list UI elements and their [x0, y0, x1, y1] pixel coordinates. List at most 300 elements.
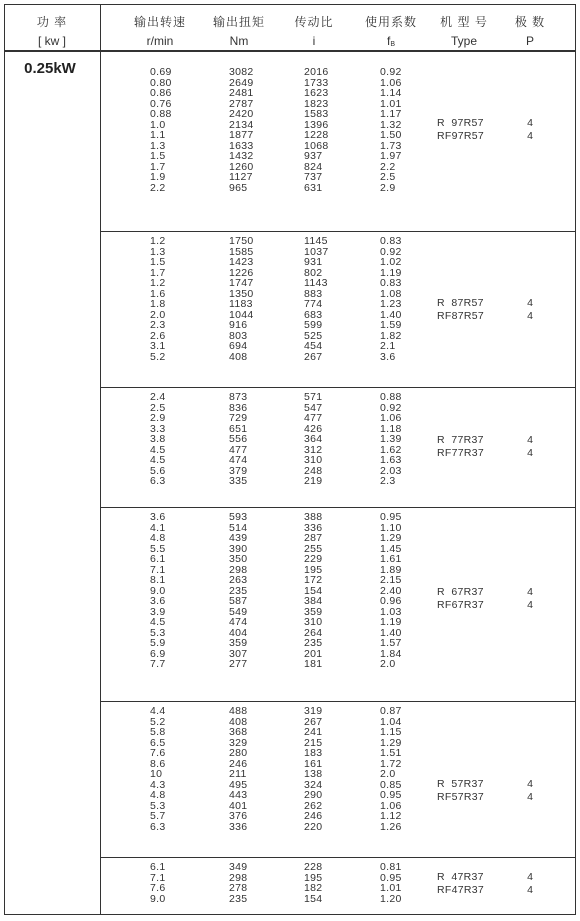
cell-ratio: 154 [304, 584, 323, 597]
header-speed-unit: r/min [146, 34, 174, 48]
header-ratio-unit: i [312, 34, 316, 48]
cell-torque: 211 [229, 768, 247, 780]
cell-speed: 1.3 [150, 245, 166, 258]
cell-factor: 0.83 [380, 235, 402, 247]
model-r: R 47R37 [437, 871, 484, 883]
header-poles-label: 极 数 [514, 15, 546, 29]
cell-factor: 1.50 [380, 129, 402, 141]
cell-factor: 1.19 [380, 266, 402, 279]
cell-torque: 408 [229, 350, 248, 363]
cell-torque: 488 [229, 705, 248, 717]
cell-speed: 2.2 [150, 181, 166, 194]
cell-ratio: 310 [304, 454, 323, 466]
pole-count: 4 [527, 130, 533, 142]
cell-factor: 0.87 [380, 705, 402, 717]
cell-torque: 235 [229, 584, 248, 597]
cell-factor: 1.51 [380, 747, 402, 759]
cell-speed: 9.0 [150, 584, 166, 597]
cell-ratio: 454 [304, 340, 323, 352]
cell-speed: 8.6 [150, 757, 166, 770]
cell-speed: 3.8 [150, 433, 166, 445]
cell-ratio: 937 [304, 150, 323, 162]
header-power-label: 功 率 [36, 15, 68, 29]
cell-factor: 1.45 [380, 542, 402, 555]
cell-ratio: 883 [304, 287, 323, 300]
cell-torque: 390 [229, 542, 248, 555]
cell-torque: 246 [229, 757, 248, 770]
header-power [4, 13, 100, 47]
cell-speed: 0.80 [150, 76, 172, 89]
cell-factor: 1.61 [380, 553, 402, 565]
cell-ratio: 1733 [304, 76, 329, 89]
cell-factor: 1.14 [380, 87, 402, 99]
cell-speed: 7.6 [150, 747, 166, 759]
cell-factor: 0.92 [380, 401, 402, 414]
cell-torque: 277 [229, 658, 248, 670]
cell-speed: 5.6 [150, 464, 166, 477]
cell-torque: 278 [229, 882, 248, 894]
cell-ratio: 1396 [304, 118, 329, 131]
cell-factor: 0.95 [380, 871, 402, 884]
cell-ratio: 1823 [304, 97, 329, 110]
cell-torque: 1226 [229, 266, 254, 279]
cell-ratio: 181 [304, 658, 323, 670]
cell-ratio: 219 [304, 475, 323, 487]
cell-torque: 2481 [229, 87, 254, 99]
cell-speed: 2.3 [150, 319, 166, 331]
cell-factor: 1.84 [380, 647, 402, 660]
cell-ratio: 324 [304, 778, 323, 791]
cell-speed: 1.7 [150, 266, 166, 279]
cell-torque: 329 [229, 736, 248, 749]
cell-speed: 10 [150, 768, 163, 780]
cell-ratio: 228 [304, 861, 323, 873]
cell-speed: 2.6 [150, 329, 166, 342]
cell-torque: 298 [229, 563, 248, 576]
table-left-border [4, 4, 5, 915]
cell-factor: 1.73 [380, 139, 402, 152]
cell-torque: 280 [229, 747, 248, 759]
header-power-unit: [ kw ] [37, 34, 66, 48]
cell-torque: 694 [229, 340, 248, 352]
cell-ratio: 154 [304, 892, 323, 905]
cell-speed: 2.4 [150, 391, 166, 403]
cell-torque: 368 [229, 726, 248, 738]
group-divider [100, 701, 576, 702]
cell-ratio: 220 [304, 820, 323, 833]
cell-torque: 549 [229, 605, 248, 618]
cell-torque: 651 [229, 422, 248, 435]
cell-torque: 474 [229, 454, 248, 466]
cell-speed: 1.5 [150, 150, 166, 162]
cell-torque: 587 [229, 595, 248, 607]
cell-ratio: 774 [304, 298, 323, 310]
cell-ratio: 287 [304, 532, 323, 544]
cell-speed: 2.0 [150, 308, 166, 321]
cell-torque: 263 [229, 574, 248, 586]
cell-factor: 2.0 [380, 768, 396, 780]
header-torque-label: 输出扭矩 [212, 15, 265, 29]
cell-torque: 1432 [229, 150, 254, 162]
model-rf: RF97R57 [437, 130, 485, 142]
cell-speed: 5.9 [150, 637, 166, 649]
cell-speed: 0.86 [150, 87, 172, 99]
cell-ratio: 2016 [304, 66, 329, 78]
cell-speed: 7.1 [150, 563, 166, 576]
cell-factor: 1.62 [380, 443, 402, 456]
cell-torque: 2787 [229, 97, 254, 110]
cell-factor: 0.85 [380, 778, 402, 791]
cell-ratio: 161 [304, 757, 323, 770]
cell-torque: 1750 [229, 235, 254, 247]
cell-torque: 916 [229, 319, 248, 331]
pole-count: 4 [527, 310, 533, 322]
cell-factor: 2.03 [380, 464, 402, 477]
cell-ratio: 1228 [304, 129, 329, 141]
table-top-border [4, 4, 576, 5]
cell-torque: 1044 [229, 308, 254, 321]
cell-factor: 3.6 [380, 350, 396, 363]
cell-speed: 5.8 [150, 726, 166, 738]
cell-torque: 873 [229, 391, 248, 403]
cell-torque: 474 [229, 616, 248, 628]
cell-speed: 8.1 [150, 574, 166, 586]
cell-torque: 1585 [229, 245, 254, 258]
cell-factor: 0.92 [380, 245, 402, 258]
cell-factor: 1.19 [380, 616, 402, 628]
header-type-unit: Type [450, 34, 477, 48]
cell-factor: 0.83 [380, 277, 402, 289]
cell-factor: 1.89 [380, 563, 402, 576]
cell-factor: 1.32 [380, 118, 402, 131]
cell-ratio: 241 [304, 726, 323, 738]
cell-speed: 5.3 [150, 799, 166, 812]
cell-factor: 1.08 [380, 287, 402, 300]
cell-factor: 1.01 [380, 882, 402, 894]
cell-torque: 359 [229, 637, 248, 649]
header-ratio-label: 传动比 [294, 15, 334, 29]
cell-torque: 1747 [229, 277, 254, 289]
cell-factor: 1.40 [380, 626, 402, 639]
cell-factor: 0.95 [380, 511, 402, 523]
cell-torque: 307 [229, 647, 248, 660]
cell-speed: 1.9 [150, 171, 166, 183]
header-bottom-border [4, 50, 576, 52]
group-divider [100, 387, 576, 388]
cell-torque: 803 [229, 329, 248, 342]
cell-speed: 9.0 [150, 892, 166, 905]
cell-torque: 556 [229, 433, 248, 445]
cell-ratio: 229 [304, 553, 323, 565]
cell-speed: 3.3 [150, 422, 166, 435]
cell-torque: 439 [229, 532, 248, 544]
cell-speed: 5.5 [150, 542, 166, 555]
power-value: 0.25kW [24, 60, 76, 77]
cell-torque: 335 [229, 475, 248, 487]
cell-ratio: 384 [304, 595, 323, 607]
cell-factor: 2.5 [380, 171, 396, 183]
cell-ratio: 824 [304, 160, 323, 173]
header-torque-unit: Nm [229, 34, 249, 48]
cell-torque: 965 [229, 181, 248, 194]
cell-speed: 2.9 [150, 412, 166, 424]
cell-speed: 0.76 [150, 97, 172, 110]
cell-torque: 729 [229, 412, 248, 424]
cell-factor: 1.06 [380, 76, 402, 89]
header-type-label: 机 型 号 [440, 15, 488, 29]
power-column-divider [100, 4, 101, 915]
cell-ratio: 262 [304, 799, 323, 812]
model-r: R 77R37 [437, 434, 484, 446]
cell-speed: 5.7 [150, 810, 166, 822]
cell-speed: 4.8 [150, 789, 166, 801]
cell-torque: 2420 [229, 108, 254, 120]
cell-factor: 1.12 [380, 810, 402, 822]
cell-torque: 401 [229, 799, 248, 812]
group-divider [100, 857, 576, 858]
cell-factor: 1.40 [380, 308, 402, 321]
cell-ratio: 290 [304, 789, 323, 801]
cell-speed: 1.3 [150, 139, 166, 152]
cell-ratio: 599 [304, 319, 323, 331]
cell-ratio: 183 [304, 747, 323, 759]
cell-ratio: 683 [304, 308, 323, 321]
model-r: R 87R57 [437, 297, 484, 309]
cell-ratio: 631 [304, 181, 323, 194]
cell-ratio: 235 [304, 637, 323, 649]
cell-torque: 836 [229, 401, 248, 414]
cell-factor: 1.23 [380, 298, 402, 310]
cell-factor: 1.63 [380, 454, 402, 466]
cell-factor: 1.06 [380, 799, 402, 812]
cell-torque: 1260 [229, 160, 254, 173]
cell-factor: 2.0 [380, 658, 396, 670]
cell-ratio: 737 [304, 171, 323, 183]
cell-factor: 1.29 [380, 532, 402, 544]
cell-speed: 1.5 [150, 256, 166, 268]
pole-count: 4 [527, 778, 533, 790]
cell-torque: 235 [229, 892, 248, 905]
header-torque [203, 13, 275, 47]
model-rf: RF67R37 [437, 599, 485, 611]
cell-ratio: 267 [304, 350, 323, 363]
cell-ratio: 172 [304, 574, 323, 586]
cell-factor: 1.26 [380, 820, 402, 833]
cell-ratio: 1037 [304, 245, 329, 258]
cell-speed: 0.88 [150, 108, 172, 120]
pole-count: 4 [527, 117, 533, 129]
cell-factor: 2.3 [380, 475, 396, 487]
header-ratio [283, 13, 345, 47]
cell-ratio: 246 [304, 810, 323, 822]
cell-ratio: 248 [304, 464, 323, 477]
cell-speed: 6.3 [150, 820, 166, 833]
cell-factor: 1.01 [380, 97, 402, 110]
cell-speed: 1.2 [150, 235, 166, 247]
cell-speed: 7.6 [150, 882, 166, 894]
table-right-border [575, 4, 576, 915]
cell-speed: 6.9 [150, 647, 166, 660]
cell-factor: 0.88 [380, 391, 402, 403]
cell-factor: 0.96 [380, 595, 402, 607]
cell-speed: 7.1 [150, 871, 166, 884]
cell-speed: 4.4 [150, 705, 166, 717]
cell-torque: 1127 [229, 171, 253, 183]
cell-torque: 2649 [229, 76, 254, 89]
pole-count: 4 [527, 599, 533, 611]
cell-torque: 350 [229, 553, 248, 565]
cell-speed: 6.3 [150, 475, 166, 487]
cell-torque: 2134 [229, 118, 254, 131]
cell-ratio: 195 [304, 871, 323, 884]
cell-speed: 6.5 [150, 736, 166, 749]
cell-ratio: 267 [304, 715, 323, 728]
cell-speed: 1.7 [150, 160, 166, 173]
header-poles-unit: P [525, 34, 534, 48]
cell-speed: 7.7 [150, 658, 166, 670]
cell-factor: 1.20 [380, 892, 402, 905]
cell-speed: 0.69 [150, 66, 172, 78]
cell-torque: 379 [229, 464, 248, 477]
cell-ratio: 1145 [304, 235, 328, 247]
cell-speed: 1.8 [150, 298, 166, 310]
cell-ratio: 138 [304, 768, 323, 780]
cell-factor: 1.72 [380, 757, 402, 770]
cell-factor: 1.15 [380, 726, 402, 738]
cell-ratio: 388 [304, 511, 323, 523]
cell-speed: 6.1 [150, 553, 166, 565]
cell-torque: 404 [229, 626, 248, 639]
cell-factor: 1.03 [380, 605, 402, 618]
cell-speed: 4.5 [150, 443, 166, 456]
cell-ratio: 215 [304, 736, 323, 749]
pole-count: 4 [527, 586, 533, 598]
cell-speed: 4.8 [150, 532, 166, 544]
cell-factor: 2.1 [380, 340, 396, 352]
pole-count: 4 [527, 447, 533, 459]
cell-speed: 5.2 [150, 350, 166, 363]
cell-ratio: 1623 [304, 87, 329, 99]
cell-factor: 1.59 [380, 319, 402, 331]
header-type [428, 13, 500, 47]
header-factor-label: 使用系数 [364, 15, 417, 29]
cell-torque: 1350 [229, 287, 254, 300]
cell-torque: 336 [229, 820, 248, 833]
cell-speed: 6.1 [150, 861, 166, 873]
cell-ratio: 547 [304, 401, 323, 414]
cell-speed: 4.5 [150, 454, 166, 466]
cell-ratio: 802 [304, 266, 323, 279]
cell-factor: 1.18 [380, 422, 402, 435]
cell-ratio: 571 [304, 391, 323, 403]
model-r: R 97R57 [437, 117, 484, 129]
cell-ratio: 931 [304, 256, 323, 268]
cell-ratio: 525 [304, 329, 323, 342]
cell-factor: 1.29 [380, 736, 402, 749]
cell-speed: 3.9 [150, 605, 166, 618]
cell-torque: 349 [229, 861, 248, 873]
header-speed-label: 输出转速 [133, 15, 186, 29]
cell-torque: 3082 [229, 66, 254, 78]
cell-factor: 1.04 [380, 715, 402, 728]
cell-torque: 376 [229, 810, 248, 822]
cell-torque: 408 [229, 715, 248, 728]
cell-ratio: 359 [304, 605, 323, 618]
header-poles [502, 13, 558, 47]
cell-speed: 3.6 [150, 595, 166, 607]
cell-factor: 2.2 [380, 160, 396, 173]
cell-torque: 443 [229, 789, 248, 801]
cell-speed: 1.1 [150, 129, 166, 141]
cell-speed: 4.1 [150, 521, 166, 534]
pole-count: 4 [527, 871, 533, 883]
cell-torque: 477 [229, 443, 248, 456]
cell-speed: 4.5 [150, 616, 166, 628]
cell-speed: 5.3 [150, 626, 166, 639]
model-r: R 57R37 [437, 778, 484, 790]
cell-factor: 1.97 [380, 150, 402, 162]
cell-ratio: 264 [304, 626, 323, 639]
cell-factor: 1.02 [380, 256, 402, 268]
header-factor-unit: $f_B$ [386, 34, 395, 48]
cell-speed: 5.2 [150, 715, 166, 728]
cell-torque: 514 [229, 521, 248, 534]
cell-factor: 0.92 [380, 66, 402, 78]
pole-count: 4 [527, 434, 533, 446]
cell-torque: 298 [229, 871, 248, 884]
model-r: R 67R37 [437, 586, 484, 598]
cell-factor: 1.10 [380, 521, 402, 534]
cell-ratio: 195 [304, 563, 323, 576]
cell-ratio: 182 [304, 882, 323, 894]
model-rf: RF47R37 [437, 884, 485, 896]
cell-factor: 2.15 [380, 574, 402, 586]
group-divider [100, 231, 576, 232]
cell-ratio: 426 [304, 422, 323, 435]
pole-count: 4 [527, 297, 533, 309]
cell-factor: 1.39 [380, 433, 402, 445]
cell-torque: 1423 [229, 256, 254, 268]
header-factor [355, 13, 427, 47]
cell-ratio: 255 [304, 542, 323, 555]
cell-torque: 495 [229, 778, 248, 791]
cell-factor: 0.95 [380, 789, 402, 801]
cell-speed: 3.6 [150, 511, 166, 523]
pole-count: 4 [527, 884, 533, 896]
cell-ratio: 1068 [304, 139, 329, 152]
cell-ratio: 1143 [304, 277, 328, 289]
cell-speed: 3.1 [150, 340, 166, 352]
model-rf: RF57R37 [437, 791, 485, 803]
cell-factor: 0.81 [380, 861, 402, 873]
header-speed [125, 13, 195, 47]
cell-factor: 1.17 [380, 108, 402, 120]
cell-ratio: 364 [304, 433, 323, 445]
cell-ratio: 1583 [304, 108, 329, 120]
cell-torque: 1633 [229, 139, 254, 152]
cell-torque: 1183 [229, 298, 253, 310]
model-rf: RF87R57 [437, 310, 485, 322]
cell-torque: 1877 [229, 129, 254, 141]
cell-ratio: 319 [304, 705, 323, 717]
cell-ratio: 310 [304, 616, 323, 628]
cell-torque: 593 [229, 511, 248, 523]
cell-ratio: 312 [304, 443, 323, 456]
cell-factor: 2.9 [380, 181, 396, 194]
pole-count: 4 [527, 791, 533, 803]
cell-factor: 1.06 [380, 412, 402, 424]
cell-ratio: 201 [304, 647, 323, 660]
